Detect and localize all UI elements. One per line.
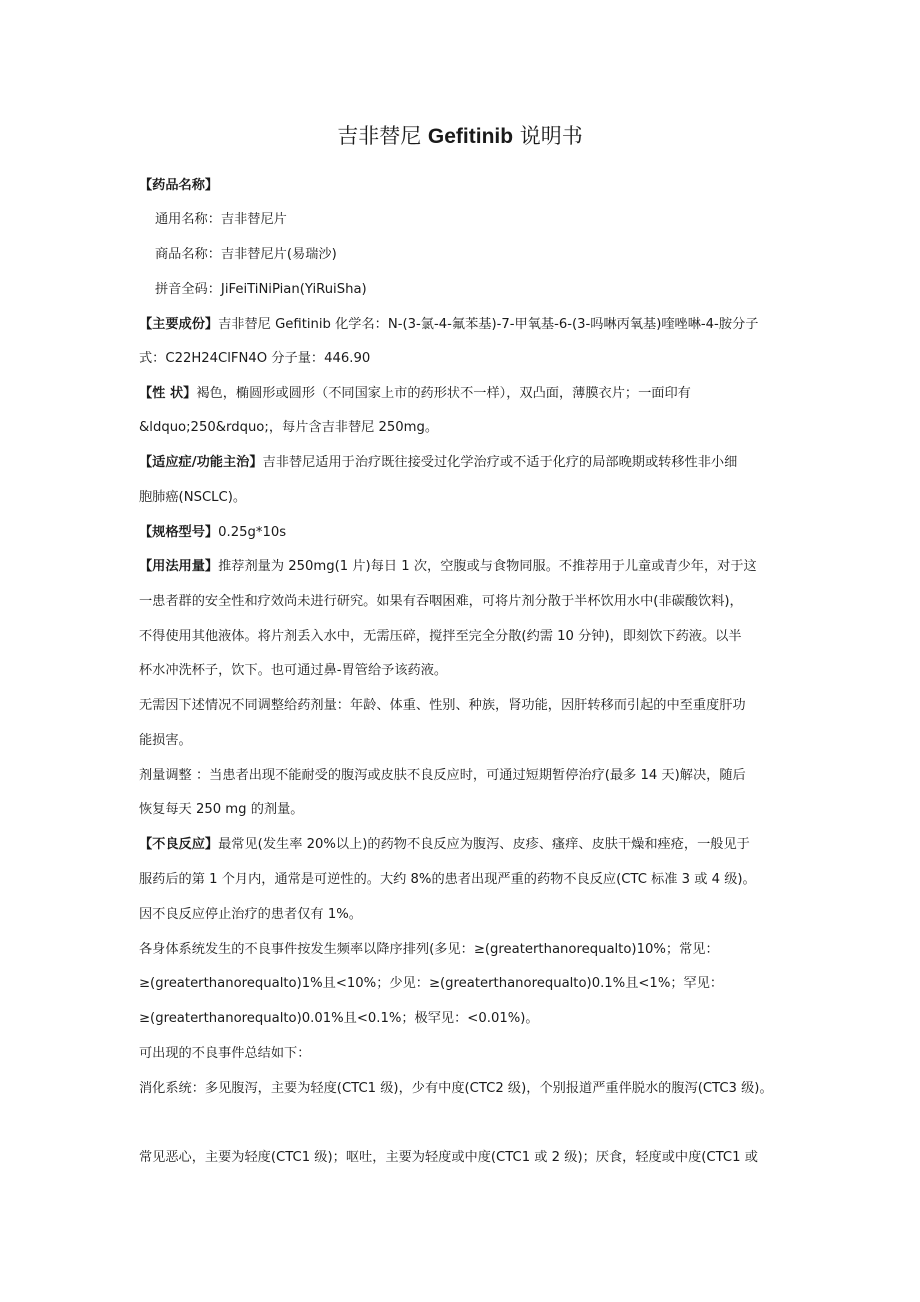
ingredients-line-1 — [139, 315, 758, 335]
adverse-line-1 — [139, 835, 750, 855]
section-label-adverse: 【不良反应】 — [139, 837, 219, 852]
ingredients-text-2: 式：C22H24ClFN4O 分子量：446.90 — [139, 351, 371, 366]
indications-text-1: 吉非替尼适用于治疗既往接受过化学治疗或不适于化疗的局部晚期或转移性非小细 — [262, 455, 738, 470]
adverse-text-1: 最常见(发生率 20%以上)的药物不良反应为腹泻、皮疹、瘙痒、皮肤干燥和痤疮，一般见于 — [218, 837, 750, 852]
adverse-text-3: 因不良反应停止治疗的患者仅有 1%。 — [139, 907, 362, 922]
section-label-properties: 【性 状】 — [139, 386, 197, 401]
adverse-text-2: 服药后的第 1 个月内，通常是可逆性的。大约 8%的患者出现严重的药物不良反应(CTC 标准 3 或 4 级)。 — [139, 872, 756, 887]
section-label-dosage: 【用法用量】 — [139, 559, 219, 574]
document-title — [0, 122, 920, 151]
adverse-text-7: 可出现的不良事件总结如下： — [139, 1046, 311, 1061]
section-label-drug-name: 【药品名称】 — [139, 178, 219, 193]
properties-text-1: 褐色，椭圆形或圆形（不同国家上市的药形状不一样），双凸面，薄膜衣片；一面印有 — [196, 386, 691, 401]
specification-text: 0.25g*10s — [218, 525, 287, 540]
adverse-text-4: 各身体系统发生的不良事件按发生频率以降序排列(多见：≥(greaterthanorequalto)10%；常见： — [139, 942, 719, 957]
dosage-text-5: 无需因下述情况不同调整给药剂量：年龄、体重、性别、种族，肾功能，因肝转移而引起的中至重度肝功 — [139, 698, 746, 713]
title-cn-suffix: 说明书 — [519, 124, 583, 148]
adverse-text-5: ≥(greaterthanorequalto)1%且<10%；少见：≥(greaterthanorequalto)0.1%且<1%；罕见： — [139, 976, 724, 991]
dosage-text-1: 推荐剂量为 250mg(1 片)每日 1 次，空腹或与食物同服。不推荐用于儿童或青少年，对于这 — [218, 559, 757, 574]
specification-line — [139, 523, 286, 543]
dosage-text-3: 不得使用其他液体。将片剂丢入水中，无需压碎，搅拌至完全分散(约需 10 分钟)，即刻饮下药液。以半 — [139, 629, 742, 644]
brand-name: 商品名称：吉非替尼片(易瑞沙) — [155, 247, 337, 262]
dosage-text-8: 恢复每天 250 mg 的剂量。 — [139, 802, 304, 817]
title-cn-prefix: 吉非替尼 — [337, 124, 422, 148]
dosage-text-6: 能损害。 — [139, 733, 192, 748]
indications-line-1 — [139, 453, 737, 473]
dosage-line-1 — [139, 557, 757, 577]
adverse-text-6: ≥(greaterthanorequalto)0.01%且<0.1%；极罕见：<0.01%)。 — [139, 1011, 539, 1026]
ingredients-text-1: 吉非替尼 Gefitinib 化学名：N-(3-氯-4-氟苯基)-7-甲氧基-6-(3-吗啉丙氧基)喹唑啉-4-胺分子 — [218, 317, 759, 332]
properties-line-1 — [139, 384, 691, 404]
pinyin-name: 拼音全码：JiFeiTiNiPian(YiRuiSha) — [155, 282, 367, 297]
dosage-text-2: 一患者群的安全性和疗效尚未进行研究。如果有吞咽困难，可将片剂分散于半杯饮用水中(非碳酸饮料)， — [139, 594, 743, 609]
title-latin: Gefitinib — [427, 125, 514, 148]
dosage-text-7: 剂量调整 ：当患者出现不能耐受的腹泻或皮肤不良反应时，可通过短期暂停治疗(最多 14 天)解决，随后 — [139, 768, 746, 783]
common-name: 通用名称：吉非替尼片 — [155, 212, 287, 227]
adverse-text-9: 常见恶心，主要为轻度(CTC1 级)；呕吐，主要为轻度或中度(CTC1 或 2 级)；厌食，轻度或中度(CTC1 或 — [139, 1150, 758, 1165]
section-label-indications: 【适应症/功能主治】 — [139, 455, 263, 470]
section-label-specification: 【规格型号】 — [139, 525, 219, 540]
indications-text-2: 胞肺癌(NSCLC)。 — [139, 490, 247, 505]
section-label-ingredients: 【主要成份】 — [139, 317, 219, 332]
properties-text-2: &ldquo;250&rdquo;，每片含吉非替尼 250mg。 — [139, 420, 439, 435]
adverse-text-8: 消化系统：多见腹泻，主要为轻度(CTC1 级)，少有中度(CTC2 级)，个别报道严重伴脱水的腹泻(CTC3 级)。 — [139, 1081, 773, 1096]
dosage-text-4: 杯水冲洗杯子，饮下。也可通过鼻-胃管给予该药液。 — [139, 663, 448, 678]
